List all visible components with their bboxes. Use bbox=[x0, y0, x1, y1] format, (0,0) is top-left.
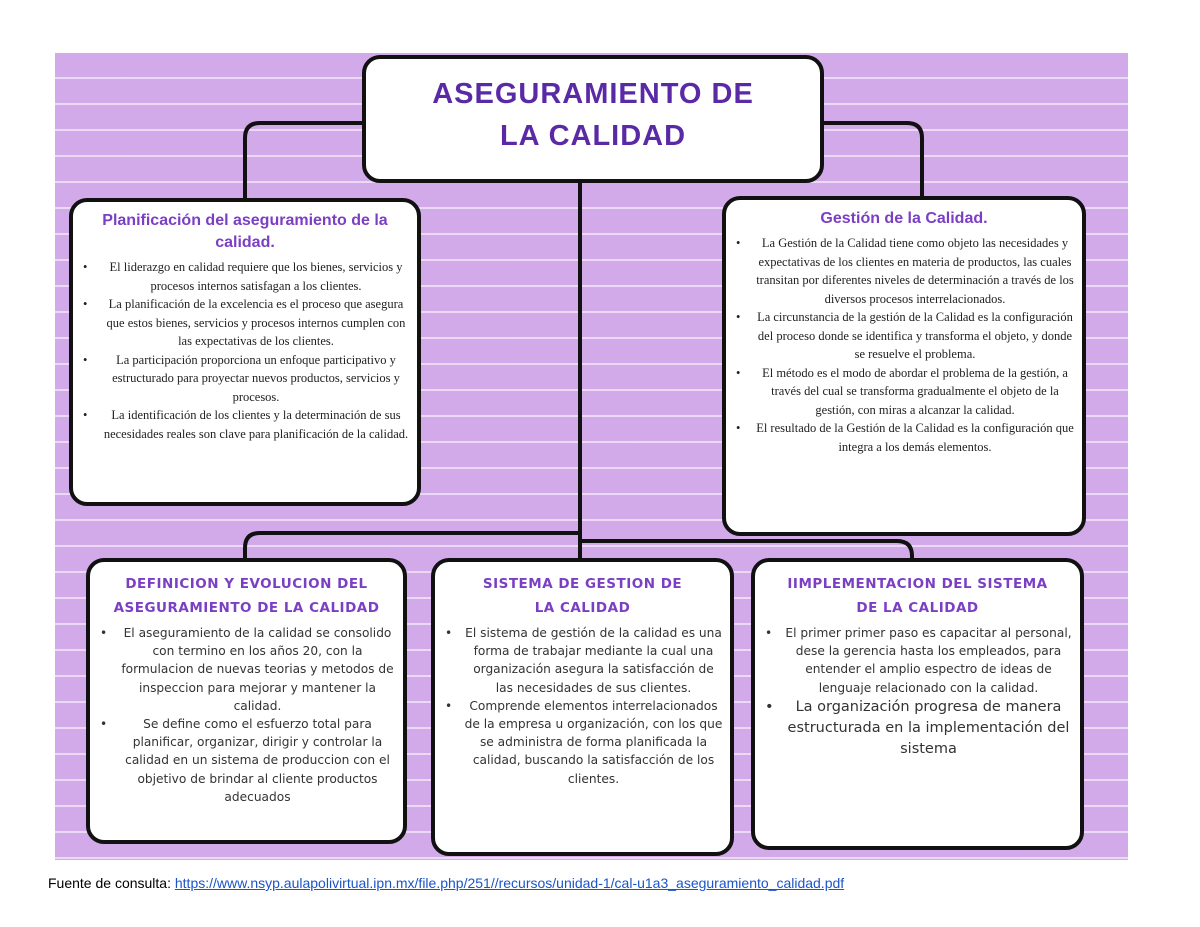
list-item: • El resultado de la Gestión de la Calidad es la configuración que integra a los demás elementos. bbox=[754, 419, 1076, 456]
list-item: • El aseguramiento de la calidad se consolido con termino en los años 20, con la formulacion de nuevas teorias y metodos de inspeccion para mejorar y mantener la calidad. bbox=[118, 624, 397, 715]
connector-branch-left bbox=[245, 533, 580, 560]
list-item: • Comprende elementos interrelacionados de la empresa u organización, con los que se administra de forma planificada la calidad, buscando la satisfacción de los clientes. bbox=[463, 697, 724, 788]
sistema-heading-line-2: LA CALIDAD bbox=[534, 600, 631, 616]
definicion-box bbox=[86, 558, 407, 844]
list-item: • La planificación de la excelencia es el proceso que asegura que estos bienes, servicios y procesos internos cumplen con las expectativas de los clientes. bbox=[101, 295, 411, 351]
definicion-list bbox=[90, 624, 403, 806]
planificacion-heading: Planificación del aseguramiento de la calidad. bbox=[102, 212, 388, 251]
main-title-line-1: ASEGURAMIENTO DE bbox=[432, 78, 754, 110]
source-footer bbox=[48, 875, 844, 891]
gestion-box bbox=[722, 196, 1086, 536]
implementacion-box bbox=[751, 558, 1084, 850]
implementacion-list bbox=[755, 624, 1080, 760]
footer-label: Fuente de consulta: bbox=[48, 875, 171, 891]
connector-title-right bbox=[824, 123, 922, 198]
concept-map-board bbox=[55, 53, 1128, 860]
source-link[interactable]: https://www.nsyp.aulapolivirtual.ipn.mx/file.php/251//recursos/unidad-1/cal-u1a3_aseguramiento_calidad.pdf bbox=[174, 875, 845, 891]
list-item: • La participación proporciona un enfoque participativo y estructurado para proyectar nuevos productos, servicios y procesos. bbox=[101, 351, 411, 407]
implementacion-heading-line-2: DE LA CALIDAD bbox=[856, 600, 979, 616]
planificacion-list bbox=[73, 258, 417, 443]
definicion-heading-line-1: DEFINICION Y EVOLUCION DEL bbox=[125, 576, 368, 592]
list-item: • La organización progresa de manera estructurada en la implementación del sistema bbox=[783, 697, 1074, 760]
list-item: • El método es el modo de abordar el problema de la gestión, a través del cual se transforma gradualmente el objeto de la gestión, con miras a alcanzar la calidad. bbox=[754, 364, 1076, 420]
gestion-heading: Gestión de la Calidad. bbox=[820, 210, 988, 227]
sistema-list bbox=[435, 624, 730, 788]
list-item: • La Gestión de la Calidad tiene como objeto las necesidades y expectativas de los clientes en materia de productos, las cuales transitan por diferentes niveles de determinación a través de los diversos procesos interrelacionados. bbox=[754, 234, 1076, 308]
list-item: • El sistema de gestión de la calidad es una forma de trabajar mediante la cual una organización asegura la satisfacción de las necesidades de sus clientes. bbox=[463, 624, 724, 697]
implementacion-heading-line-1: IIMPLEMENTACION DEL SISTEMA bbox=[787, 576, 1048, 592]
list-item: • El primer primer paso es capacitar al personal, dese la gerencia hasta los empleados, para entender el amplio espectro de ideas de lenguaje relacionado con la calidad. bbox=[783, 624, 1074, 697]
definicion-heading-line-2: ASEGURAMIENTO DE LA CALIDAD bbox=[113, 600, 380, 616]
gestion-list bbox=[726, 234, 1082, 456]
sistema-heading-line-1: SISTEMA DE GESTION DE bbox=[482, 576, 683, 592]
list-item: • Se define como el esfuerzo total para planificar, organizar, dirigir y controlar la calidad en un sistema de produccion con el objetivo de brindar al cliente productos adecuados bbox=[118, 715, 397, 806]
list-item: • El liderazgo en calidad requiere que los bienes, servicios y procesos internos satisfagan a los clientes. bbox=[101, 258, 411, 295]
list-item: • La circunstancia de la gestión de la Calidad es la configuración del proceso donde se identifica y transforma el objeto, y donde se resuelve el problema. bbox=[754, 308, 1076, 364]
main-title-box bbox=[362, 55, 824, 183]
connector-title-left bbox=[245, 123, 362, 200]
main-title-line-2: LA CALIDAD bbox=[499, 120, 687, 152]
list-item: • La identificación de los clientes y la determinación de sus necesidades reales son clave para planificación de la calidad. bbox=[101, 406, 411, 443]
sistema-box bbox=[431, 558, 734, 856]
planificacion-box bbox=[69, 198, 421, 506]
